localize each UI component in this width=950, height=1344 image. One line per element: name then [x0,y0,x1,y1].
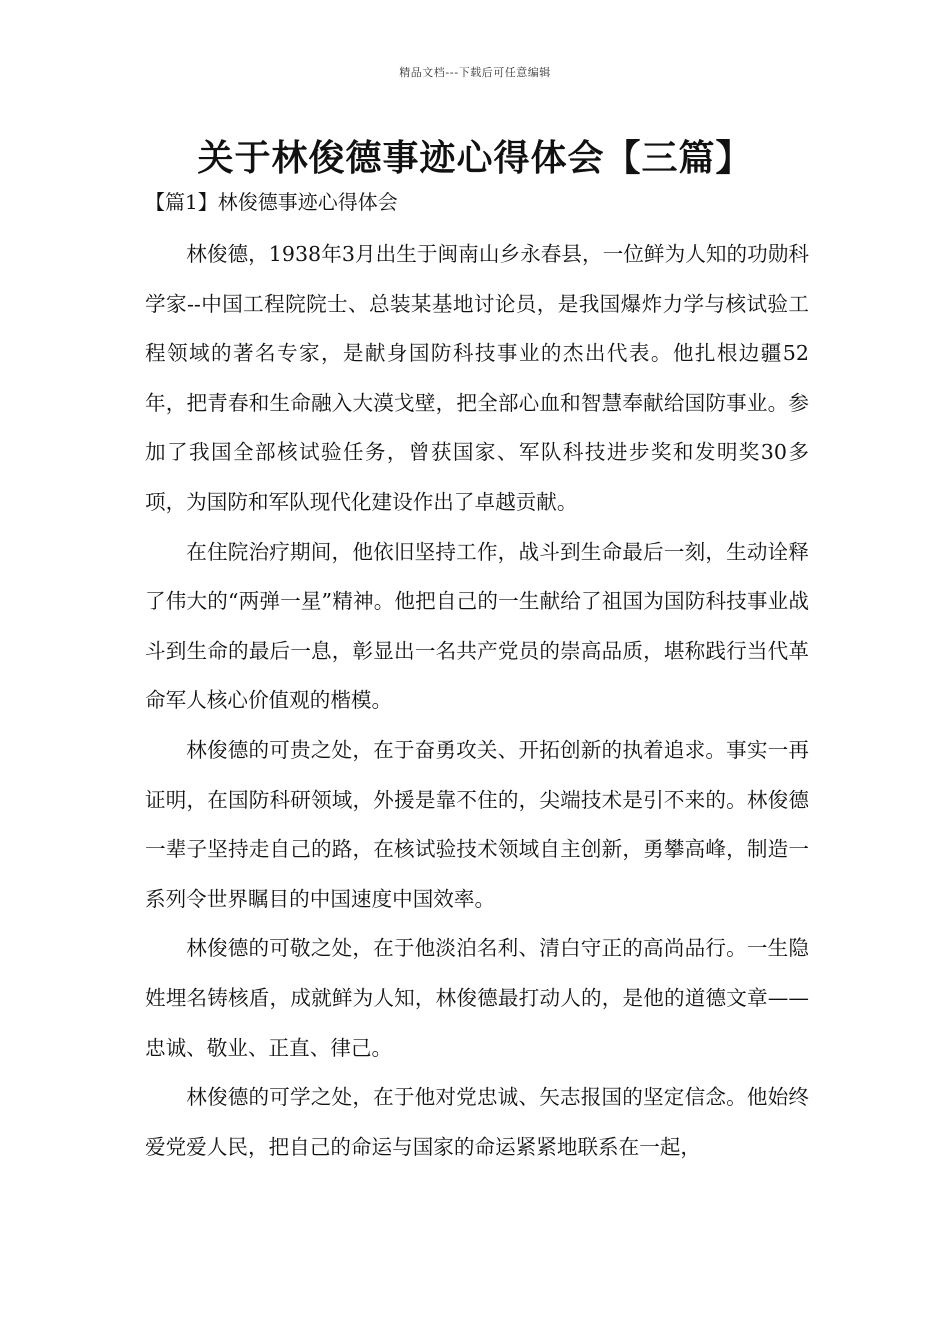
paragraph-3: 林俊德的可贵之处，在于奋勇攻关、开拓创新的执着追求。事实一再证明，在国防科研领域，外援是靠不住的，尖端技术是引不来的。林俊德一辈子坚持走自己的路，在核试验技术领域自主创新，勇攀高峰，制造一系列令世界瞩目的中国速度中国效率。 [145,737,809,911]
paragraph-5: 林俊德的可学之处，在于他对党忠诚、矢志报国的坚定信念。他始终爱党爱人民，把自己的命运与国家的命运紧紧地联系在一起， [145,1085,809,1159]
section-heading: 【篇1】林俊德事迹心得体会 [145,190,398,214]
document-title: 关于林俊德事迹心得体会【三篇】 [197,137,753,179]
paragraph-4: 林俊德的可敬之处，在于他淡泊名利、清白守正的高尚品行。一生隐姓埋名铸核盾，成就鲜为人知，林俊德最打动人的，是他的道德文章——忠诚、敬业、正直、律己。 [145,936,809,1060]
document-body [145,230,809,1172]
paragraph-2: 在住院治疗期间，他依旧坚持工作，战斗到生命最后一刻，生动诠释了伟大的“两弹一星”精神。他把自己的一生献给了祖国为国防科技事业战斗到生命的最后一息，彰显出一名共产党员的崇高品质，堪称践行当代革命军人核心价值观的楷模。 [145,539,809,713]
paragraph-1: 林俊德，1938年3月出生于闽南山乡永春县，一位鲜为人知的功勋科学家--中国工程院院士、总装某基地讨论员，是我国爆炸力学与核试验工程领域的著名专家，是献身国防科技事业的杰出代表。他扎根边疆52年，把青春和生命融入大漠戈壁，把全部心血和智慧奉献给国防事业。参加了我国全部核试验任务，曾获国家、军队科技进步奖和发明奖30多项，为国防和军队现代化建设作出了卓越贡献。 [145,242,809,514]
page-header-note: 精品文档---下载后可任意编辑 [399,66,551,79]
